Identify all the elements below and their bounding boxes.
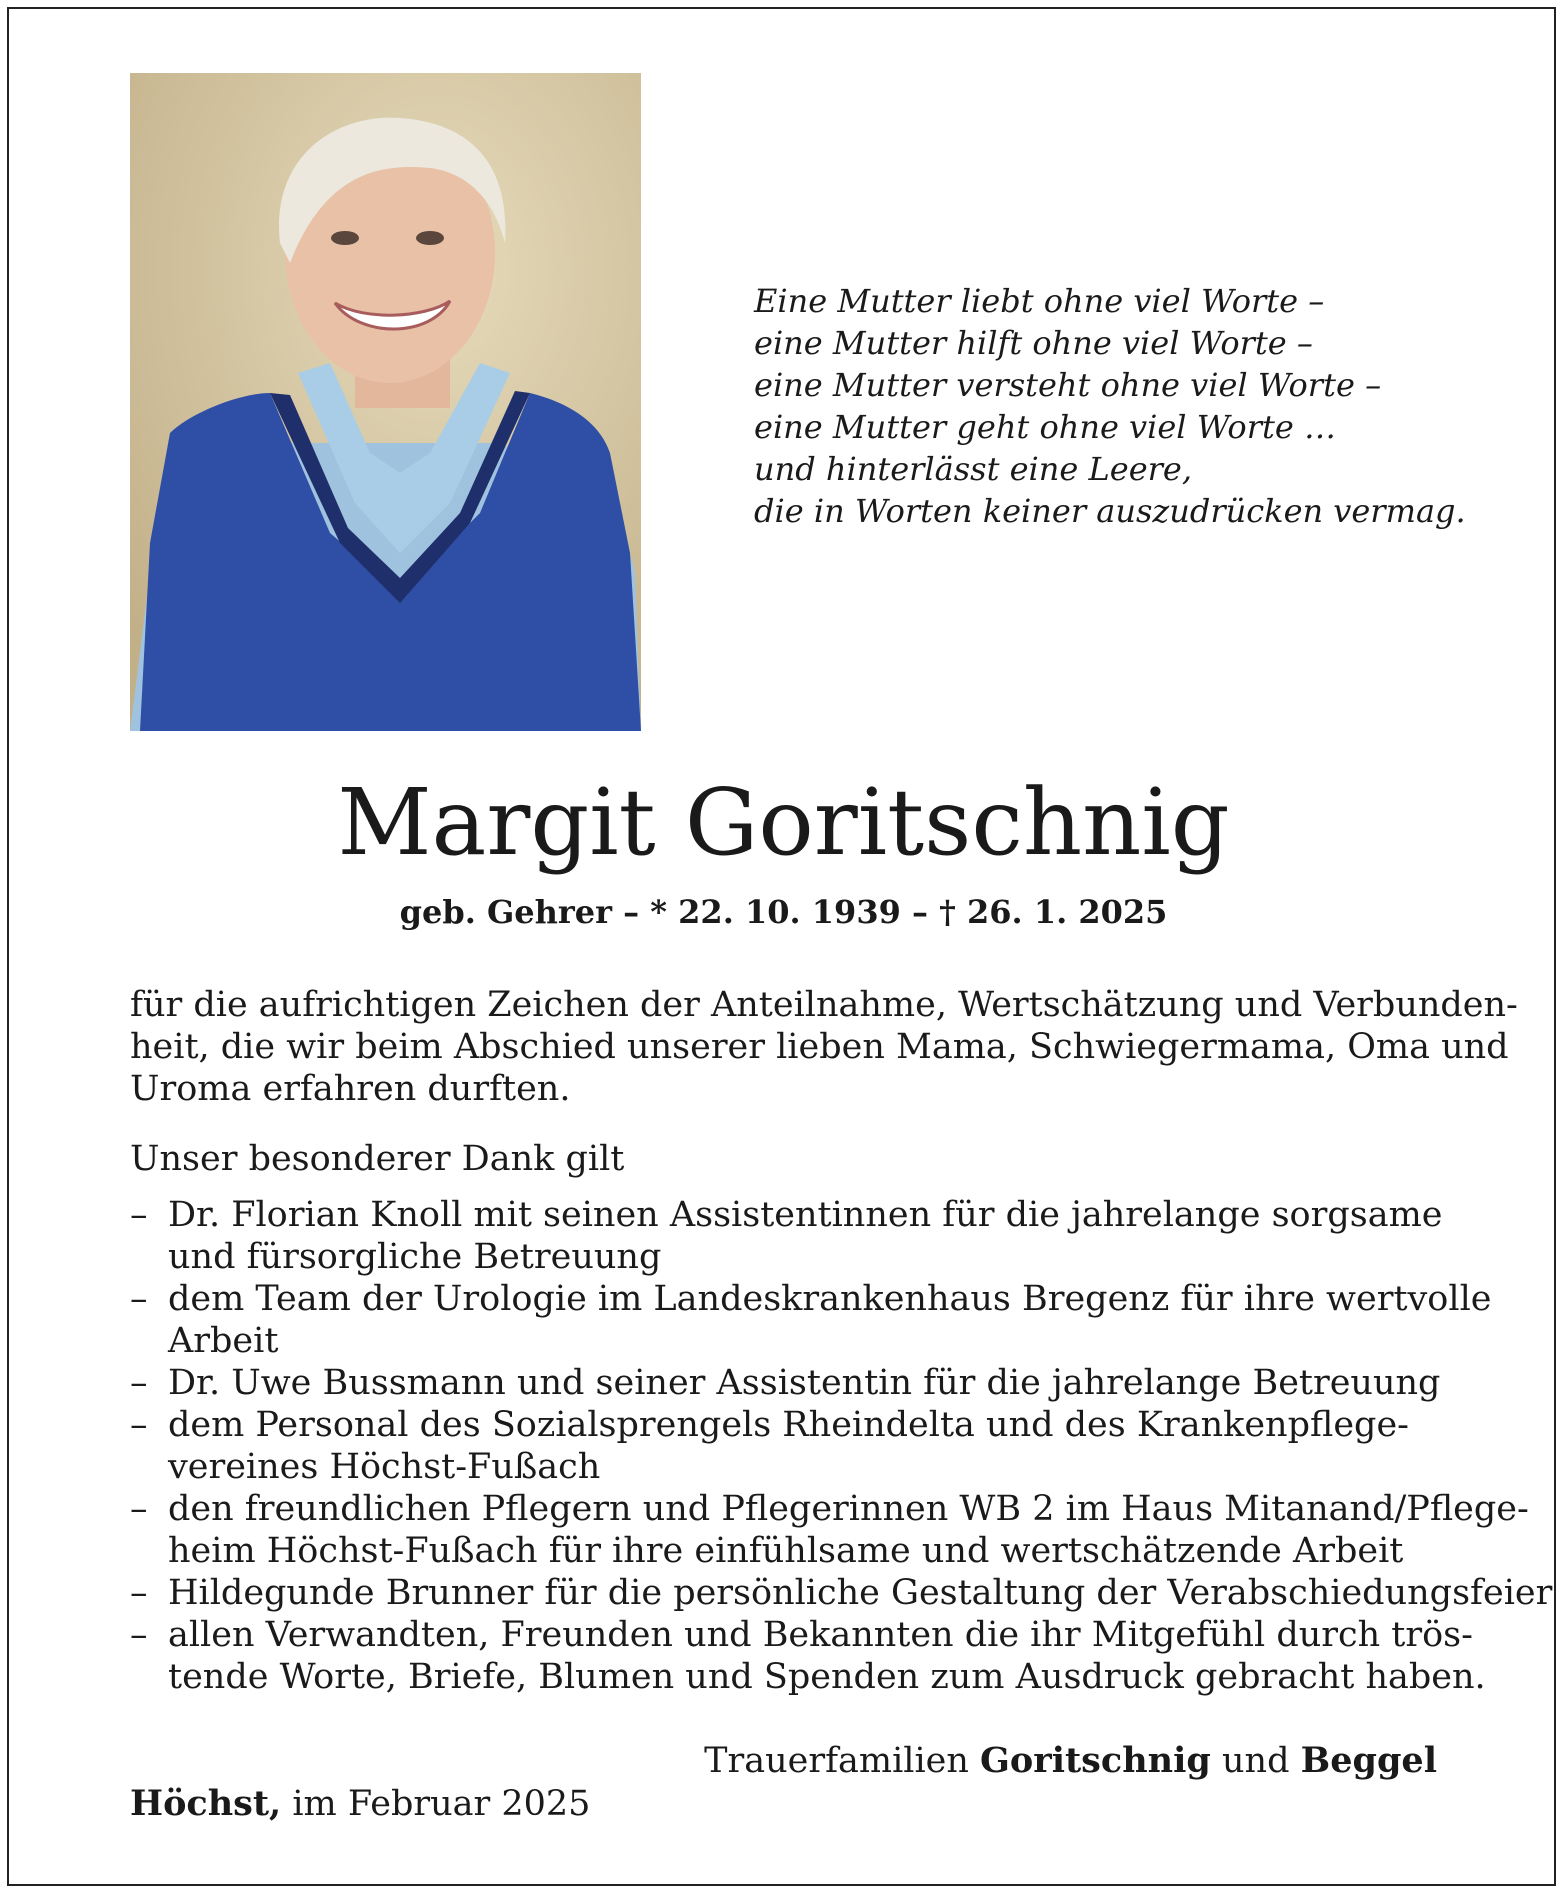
list-item <box>130 1278 1492 1362</box>
family-signature <box>704 1740 1437 1782</box>
place-name: Höchst, <box>130 1783 282 1824</box>
list-item <box>130 1404 1437 1488</box>
list-item-line: dem Personal des Sozialsprengels Rheindelta und des Krankenpflege- <box>168 1405 1409 1445</box>
memorial-poem <box>754 280 1514 532</box>
list-item-line: Hildegunde Brunner für die persönliche Gestaltung der Verabschiedungsfeier <box>168 1573 1553 1613</box>
list-item-line: und fürsorgliche Betreuung <box>168 1237 662 1277</box>
list-item-line: allen Verwandten, Freunden und Bekannten die ihr Mitgefühl durch trös- <box>168 1615 1473 1655</box>
dash-bullet: – <box>130 1489 148 1529</box>
intro-line: für die aufrichtigen Zeichen der Anteilnahme, Wertschätzung und Verbunden- <box>130 985 1518 1025</box>
date-text: im Februar 2025 <box>281 1784 591 1824</box>
intro-paragraph <box>130 984 1518 1110</box>
dash-bullet: – <box>130 1279 148 1319</box>
dash-bullet: – <box>130 1363 148 1403</box>
poem-line: und hinterlässt eine Leere, <box>754 450 1193 488</box>
list-item-line: dem Team der Urologie im Landeskrankenhaus Bregenz für ihre wertvolle <box>168 1279 1492 1319</box>
list-item-line: Dr. Uwe Bussmann und seiner Assistentin für die jahrelange Betreuung <box>168 1363 1441 1403</box>
thanks-list <box>130 1194 1553 1698</box>
deceased-name: Margit Goritschnig <box>337 769 1230 876</box>
intro-line: Uroma erfahren durften. <box>130 1069 571 1109</box>
poem-line: die in Worten keiner auszudrücken vermag. <box>754 492 1466 530</box>
dash-bullet: – <box>130 1195 148 1235</box>
dash-bullet: – <box>130 1405 148 1445</box>
signature-prefix: Trauerfamilien <box>704 1741 981 1781</box>
list-item-line: heim Höchst-Fußach für ihre einfühlsame und wertschätzende Arbeit <box>168 1531 1404 1571</box>
list-item-line: tende Worte, Briefe, Blumen und Spenden zum Ausdruck gebracht haben. <box>168 1657 1486 1697</box>
list-item <box>130 1194 1443 1278</box>
list-item <box>130 1362 1441 1404</box>
portrait-illustration <box>130 73 641 731</box>
portrait-photo <box>130 73 641 731</box>
list-item-line: vereines Höchst-Fußach <box>168 1447 601 1487</box>
poem-line: Eine Mutter liebt ohne viel Worte – <box>754 282 1325 320</box>
list-item <box>130 1488 1529 1572</box>
poem-line: eine Mutter versteht ohne viel Worte – <box>754 366 1382 404</box>
list-item-line: den freundlichen Pflegern und Pflegerinnen WB 2 im Haus Mitanand/Pflege- <box>168 1489 1529 1529</box>
list-item-line: Arbeit <box>168 1321 279 1361</box>
poem-line: eine Mutter hilft ohne viel Worte – <box>754 324 1313 362</box>
intro-line: heit, die wir beim Abschied unserer lieben Mama, Schwiegermama, Oma und <box>130 1027 1509 1067</box>
list-item <box>130 1572 1553 1614</box>
birth-death-dates: geb. Gehrer – * 22. 10. 1939 – † 26. 1. 2025 <box>399 893 1168 931</box>
place-and-date <box>130 1783 590 1825</box>
poem-line: eine Mutter geht ohne viel Worte … <box>754 408 1336 446</box>
thanks-heading: Unser besonderer Dank gilt <box>130 1139 625 1179</box>
family-name-beggel: Beggel <box>1300 1740 1437 1781</box>
dash-bullet: – <box>130 1573 148 1613</box>
list-item <box>130 1614 1486 1698</box>
dash-bullet: – <box>130 1615 148 1655</box>
signature-joiner: und <box>1210 1741 1301 1781</box>
list-item-line: Dr. Florian Knoll mit seinen Assistentinnen für die jahrelange sorgsame <box>168 1195 1443 1235</box>
family-name-goritschnig: Goritschnig <box>980 1740 1211 1781</box>
